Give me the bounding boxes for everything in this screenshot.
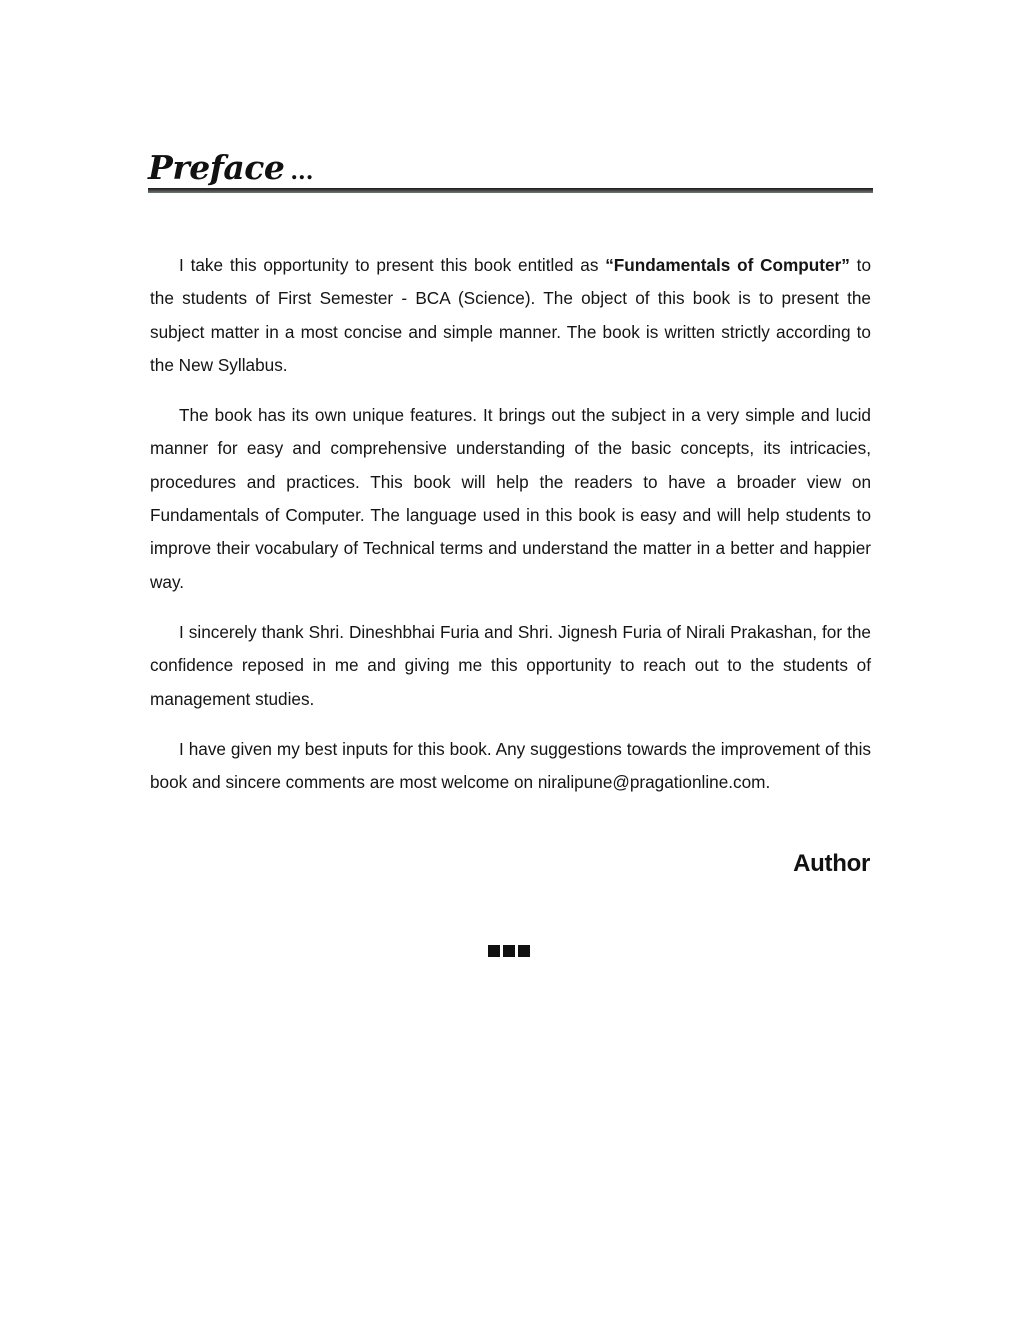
paragraph-1-intro: I take this opportunity to present this book entitled as <box>179 255 606 275</box>
author-signature: Author <box>793 850 870 877</box>
paragraph-1-rest: to the students of First Semester - BCA (Science). The object of this book is to present the subject matter in a most concise and simple manner. The book is written strictly according to the New Syllabus. <box>150 255 871 375</box>
paragraph-3: I sincerely thank Shri. Dineshbhai Furia and Shri. Jignesh Furia of Nirali Prakashan, for the confidence reposed in me and giving me this opportunity to reach out to the students of management studies. <box>150 621 871 709</box>
title-ellipsis: ... <box>290 159 314 185</box>
square-icon <box>488 945 500 957</box>
preface-body <box>150 249 871 816</box>
book-title: “Fundamentals of Computer” <box>605 255 850 275</box>
paragraph-1 <box>150 249 871 382</box>
paragraph-2: The book has its own unique features. It brings out the subject in a very simple and lucid manner for easy and comprehensive understanding of the basic concepts, its intricacies, procedures and practices. This book will help the readers to have a broader view on Fundamentals of Computer. The language used in this book is easy and will help students to improve their vocabulary of Technical terms and understand the matter in a better and happier way. <box>150 405 871 592</box>
paragraph-4: I have given my best inputs for this book. Any suggestions towards the improvement of this book and sincere comments are most welcome on niralipune@pragationline.com. <box>150 738 871 793</box>
page-heading <box>148 148 872 188</box>
page-title: Preface <box>148 148 285 187</box>
heading-underline <box>148 188 873 193</box>
square-icon <box>518 945 530 957</box>
square-icon <box>503 945 515 957</box>
end-of-section-marks <box>488 945 530 957</box>
